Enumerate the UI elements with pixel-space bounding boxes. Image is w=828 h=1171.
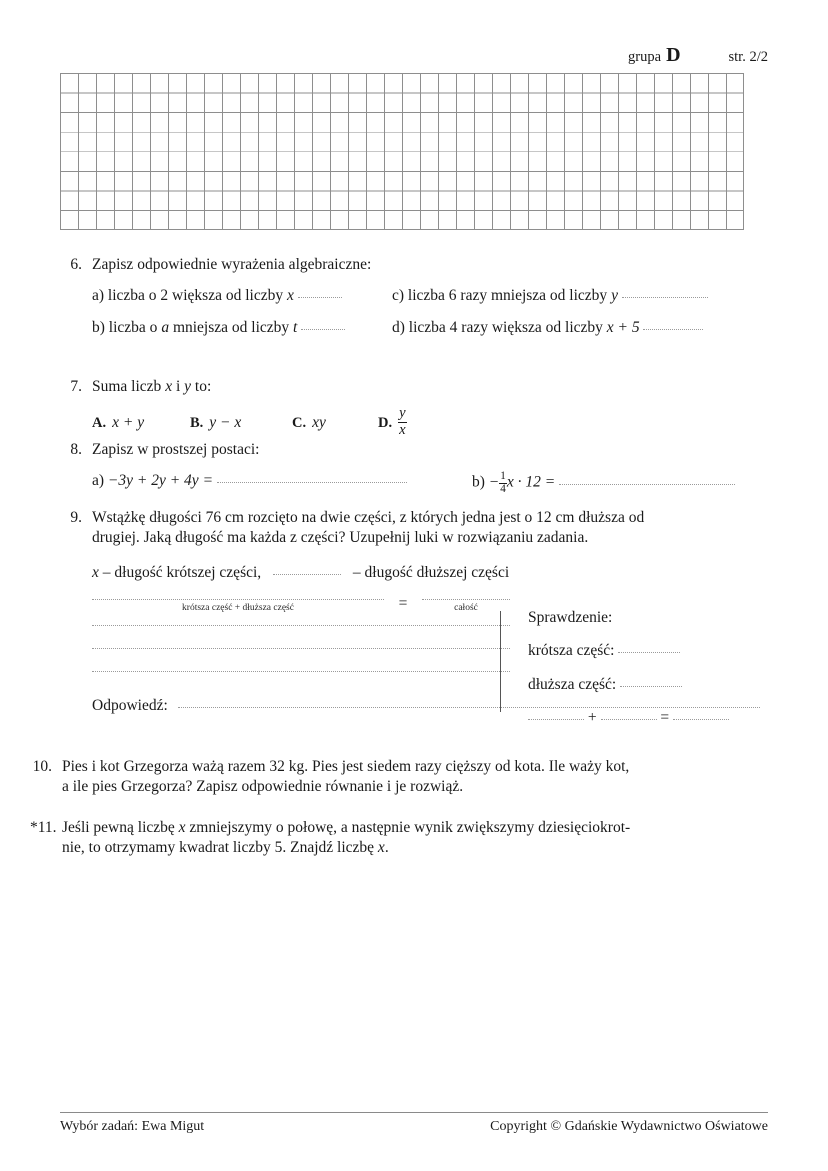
exercise-8-prompt: Zapisz w prostszej postaci: (92, 441, 260, 458)
item-8b-denominator: 4 (500, 482, 506, 495)
exercise-6 (60, 255, 760, 338)
prompt-variable-2: y (184, 378, 192, 395)
item-variable-d: x + 5 (606, 318, 640, 336)
choice-c-letter: C. (292, 414, 307, 431)
answer-label: Odpowiedź: (92, 696, 168, 714)
item-8a-expression: −3y + 2y + 4y = (107, 472, 214, 490)
choice-c[interactable] (292, 413, 378, 433)
answer-blank-sum-result[interactable] (673, 719, 729, 720)
exercise-8-item-b (472, 471, 735, 495)
given-text-1: – długość krótszej części, (102, 563, 262, 581)
exercise-8 (60, 440, 760, 496)
check-panel (528, 608, 758, 729)
answer-blank-8b[interactable] (559, 484, 735, 485)
exercise-9-work-lines (60, 625, 510, 672)
work-line-3[interactable] (92, 671, 510, 672)
ex11-line2-after: . (384, 839, 389, 857)
choice-d-letter: D. (378, 414, 393, 431)
item-8a-label: a) (92, 472, 105, 490)
exercise-9-prompt-line1: Wstążkę długości 76 cm rozcięto na dwie części, z których jedna jest o 12 cm dłuższa od (92, 509, 645, 526)
answer-blank-6d[interactable] (643, 329, 703, 330)
choice-b-letter: B. (190, 414, 204, 431)
exercise-6-item-c (392, 286, 752, 306)
item-text-c: liczba 6 razy mniejsza od liczby (407, 287, 608, 305)
exercise-7-prompt (92, 377, 760, 397)
answer-blank-9-longer-expr[interactable] (273, 574, 341, 575)
work-line-2[interactable] (92, 648, 510, 649)
check-equals-sign: = (660, 709, 670, 727)
exercise-11 (30, 818, 760, 859)
exercise-7-number: 7. (70, 378, 82, 395)
item-text-b2: mniejsza od liczby (172, 318, 290, 336)
choice-a-letter: A. (92, 414, 107, 431)
exercise-11-line1 (62, 818, 760, 838)
item-variable-b1: a (161, 318, 170, 336)
answer-blank-9-left[interactable] (92, 599, 384, 600)
choice-b-expression: y − x (209, 413, 242, 431)
ex11-line1-before: Jeśli pewną liczbę (62, 819, 175, 836)
footer-author: Wybór zadań: Ewa Migut (60, 1119, 205, 1134)
exercise-6-number: 6. (70, 256, 82, 273)
item-text-b1: liczba o (108, 318, 158, 336)
item-text-d: liczba 4 razy większa od liczby (408, 318, 603, 336)
equation-right-label: całość (454, 603, 478, 614)
footer-divider (60, 1112, 768, 1113)
exercise-11-line2 (62, 838, 760, 858)
page-number-label: str. 2/2 (728, 49, 768, 65)
exercise-6-prompt: Zapisz odpowiednie wyrażenia algebraiczne: (92, 256, 372, 273)
item-label-a: a) (92, 287, 105, 305)
equation-left-group (92, 599, 384, 615)
item-8b-numerator: 1 (500, 469, 506, 482)
answer-blank-6c[interactable] (622, 297, 708, 298)
choice-d-numerator: y (399, 405, 406, 422)
item-text-a: liczba o 2 większa od liczby (107, 287, 284, 305)
exercise-9-given-line (60, 563, 760, 583)
answer-blank-9-right[interactable] (422, 599, 510, 600)
footer-copyright: Copyright © Gdańskie Wydawnictwo Oświatowe (490, 1119, 768, 1134)
choice-c-expression: xy (312, 413, 326, 431)
exercise-10-line2: a ile pies Grzegorza? Zapisz odpowiednie równanie i je rozwiąż. (62, 778, 464, 796)
prompt-variable-1: x (165, 378, 173, 395)
item-variable-a: x (286, 287, 294, 305)
choice-d-fraction (398, 406, 406, 437)
choice-a-expression: x + y (112, 413, 145, 431)
item-8b-label: b) (472, 474, 485, 492)
exercise-11-text (62, 818, 760, 859)
exercise-6-item-d (392, 318, 752, 338)
answer-blank-check-longer[interactable] (620, 686, 682, 687)
choice-d[interactable] (378, 407, 407, 438)
exercise-7 (60, 377, 760, 439)
answer-blank-8a[interactable] (217, 482, 407, 483)
exercise-8-item-a (92, 471, 472, 495)
item-label-c: c) (392, 287, 405, 305)
item-variable-c: y (611, 287, 618, 305)
exercise-10-line1: Pies i kot Grzegorza ważą razem 32 kg. Pies jest siedem razy cięższy od kota. Ile waży kot, (62, 758, 630, 775)
exercise-10-text (62, 757, 760, 798)
check-plus-sign: + (587, 709, 597, 727)
group-label: grupa (628, 49, 662, 65)
exercise-11-number: *11. (30, 819, 57, 836)
item-label-b: b) (92, 318, 105, 336)
check-longer-row (528, 675, 758, 695)
choice-d-denominator: x (399, 421, 406, 438)
given-variable: x (92, 563, 99, 581)
answer-blank-6b[interactable] (301, 329, 345, 330)
exercise-9-number: 9. (70, 509, 82, 526)
exercise-9-prompt-line2: drugiej. Jaką długość ma każda z części? Uzupełnij luki w rozwiązaniu zadania. (92, 529, 589, 547)
item-8b-expression: x · 12 = (506, 474, 556, 492)
equation-left-label: krótsza część + dłuższa część (182, 603, 294, 614)
choice-b[interactable] (190, 413, 292, 433)
ex11-line2-before: nie, to otrzymamy kwadrat liczby 5. Znajdź liczbę (62, 839, 375, 857)
equation-equals-sign: = (398, 595, 408, 613)
exercise-10-number: 10. (32, 758, 52, 775)
exercise-8-number: 8. (70, 441, 82, 458)
check-shorter-row (528, 641, 758, 661)
check-shorter-label: krótsza część: (528, 642, 615, 660)
check-panel-divider (500, 611, 501, 712)
item-8b-sign: − (488, 474, 500, 492)
prompt-text-mid: i (175, 378, 181, 395)
exercise-9-prompt (92, 508, 760, 549)
item-variable-b2: t (293, 318, 298, 336)
given-text-2: – długość dłuższej części (352, 563, 510, 581)
answer-blank-6a[interactable] (298, 297, 342, 298)
ex11-line2-variable: x (377, 839, 385, 857)
check-title: Sprawdzenie: (528, 609, 613, 626)
exercise-6-item-b (92, 318, 392, 338)
answer-blank-sum-1[interactable] (528, 719, 584, 720)
choice-a[interactable] (92, 413, 190, 433)
prompt-text-after: to: (194, 378, 212, 395)
page-footer (60, 1119, 768, 1135)
item-8b-fraction (499, 471, 507, 495)
check-sum-row (528, 708, 758, 728)
answer-blank-check-shorter[interactable] (618, 652, 680, 653)
check-longer-label: dłuższa część: (528, 675, 617, 693)
ex11-line1-variable: x (178, 819, 186, 836)
exercise-6-item-a (92, 286, 392, 306)
prompt-text-before: Suma liczb (92, 378, 162, 395)
equation-right-group (422, 599, 510, 615)
group-letter: D (666, 44, 681, 66)
page-header (60, 44, 768, 68)
answer-blank-sum-2[interactable] (601, 719, 657, 720)
ex11-line1-after: zmniejszymy o połowę, a następnie wynik zwiększymy dziesięciokrot- (189, 819, 631, 836)
work-line-1[interactable] (92, 625, 510, 626)
grid-canvas (60, 73, 744, 230)
item-label-d: d) (392, 318, 405, 336)
exercise-10 (30, 757, 760, 798)
graph-paper-grid (60, 73, 744, 230)
